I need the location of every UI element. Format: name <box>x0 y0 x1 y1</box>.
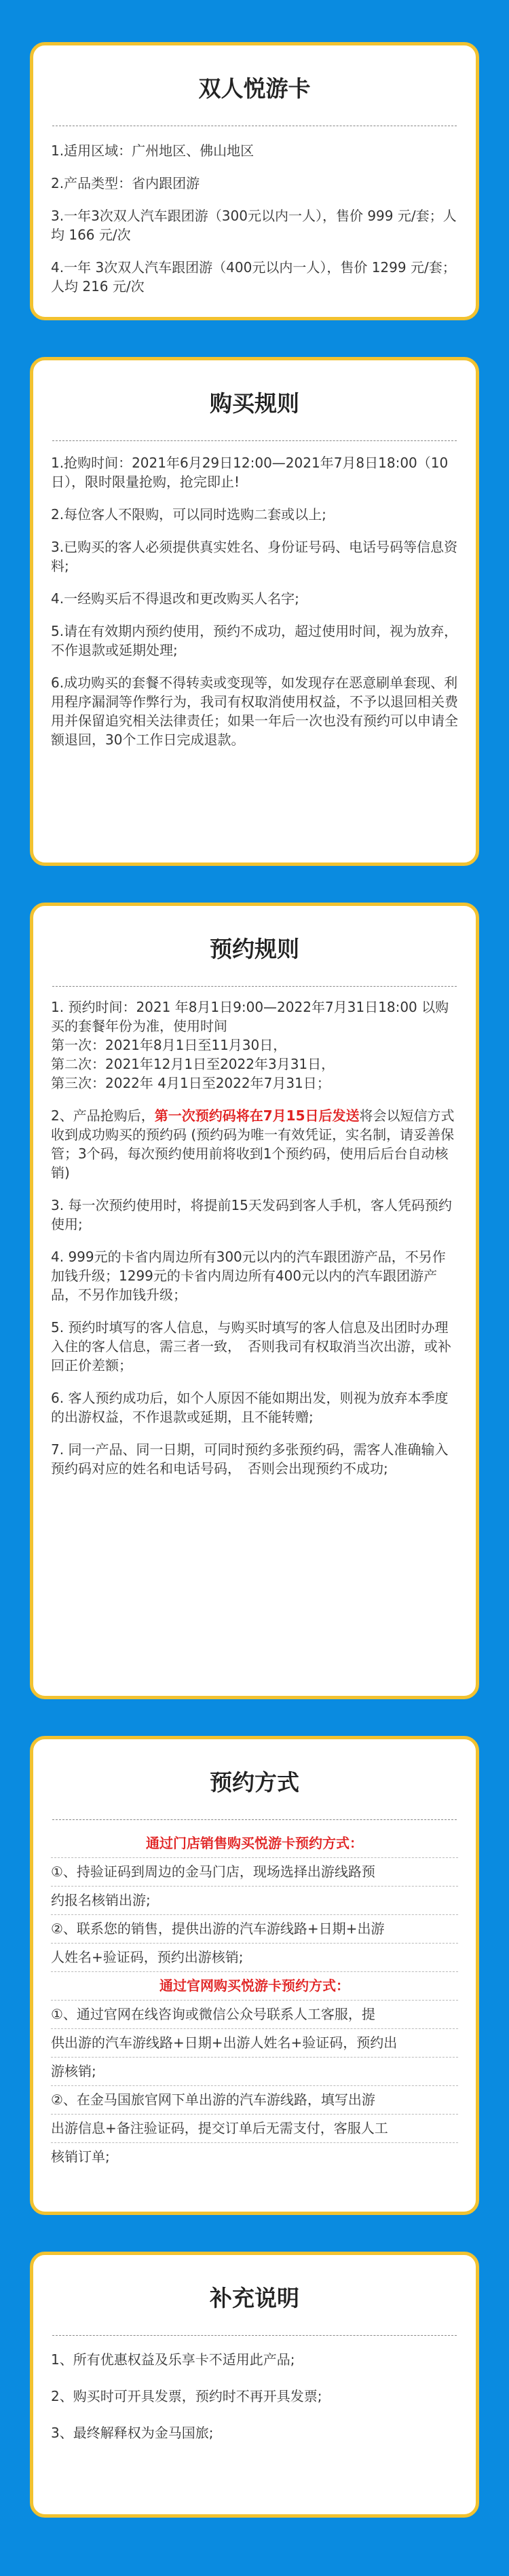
booking-time-block <box>51 998 458 1093</box>
rule-item: 6.成功购买的套餐不得转卖或变现等，如发现存在恶意刷单套现、利用程序漏洞等作弊行为，我司有权取消使用权益，不予以退回相关费用并保留追究相关法律责任；如果一年后一次也没有预约可以申请全额退回，30个工作日完成退款。 <box>51 675 458 748</box>
online-method-heading: 通过官网购买悦游卡预约方式： <box>51 1972 458 2001</box>
rule-item: 3.已购买的客人必须提供真实姓名、身份证号码、电话号码等信息资料; <box>51 539 458 574</box>
note-line: 3、最终解释权为金马国旅; <box>51 2425 214 2441</box>
method-line: ①、持验证码到周边的金马门店，现场选择出游线路预 <box>51 1858 458 1887</box>
booking-time-line: 第一次：2021年8月1日至11月30日， <box>51 1037 287 1053</box>
rule-item: 2.每位客人不限购，可以同时选购二套或以上; <box>51 506 326 523</box>
method-line: 出游信息+备注验证码，提交订单后无需支付，客服人工 <box>51 2115 458 2143</box>
rule-item: 5.请在有效期内预约使用，预约不成功，超过使用时间，视为放弃，不作退款或延期处理; <box>51 623 458 658</box>
method-line: ①、通过官网在线咨询或微信公众号联系人工客服，提 <box>51 2001 458 2029</box>
card-purchase-rules <box>30 357 479 866</box>
info-item: 1.适用区域：广州地区、佛山地区 <box>51 143 254 159</box>
rule-item: 4.一经购买后不得退改和更改购买人名字; <box>51 590 299 607</box>
card-title: 预约方式 <box>210 1769 299 1796</box>
method-line: 核销订单; <box>51 2148 110 2165</box>
method-line: 游核销; <box>51 2058 458 2086</box>
card-booking-methods <box>30 1736 479 2215</box>
note-line: 1、所有优惠权益及乐享卡不适用此产品; <box>51 2351 295 2368</box>
notice-text: 将会以短信方式收到成功购买的预约码 (预约码为唯一有效凭证，实名制，请妥善保管；3个码，每次预约使用前将收到1个预约码，使用后后台自动核销) <box>51 1107 455 1181</box>
card-product-info <box>30 42 479 320</box>
store-method-heading: 通过门店销售购买悦游卡预约方式： <box>51 1830 458 1858</box>
card-title: 双人悦游卡 <box>198 75 311 102</box>
notice-text: 2、产品抢购后， <box>51 1107 155 1124</box>
card-booking-rules <box>30 903 479 1699</box>
note-line: 2、购买时可开具发票，预约时不再开具发票; <box>51 2388 322 2404</box>
card-title: 购买规则 <box>210 390 299 417</box>
highlight-text: 第一次预约码将在7月15日后发送 <box>154 1107 360 1124</box>
card-title: 补充说明 <box>210 2285 299 2311</box>
info-item: 3.一年3次双人汽车跟团游（300元以内一人），售价 999 元/套；人均 166 元/次 <box>51 208 457 243</box>
info-item: 4.一年 3次双人汽车跟团游（400元以内一人），售价 1299 元/套；人均 216 元/次 <box>51 259 456 295</box>
booking-item: 5. 预约时填写的客人信息，与购买时填写的客人信息及出团时办理入住的客人信息，需三者一致， 否则我司有权取消当次出游，或补回正价差额； <box>51 1319 451 1374</box>
booking-time-line: 第三次：2022年 4月1日至2022年7月31日； <box>51 1075 331 1091</box>
method-line: ②、联系您的销售，提供出游的汽车游线路+日期+出游 <box>51 1915 458 1944</box>
booking-time-line: 第二次：2021年12月1日至2022年3月31日， <box>51 1056 335 1072</box>
method-line: 约报名核销出游; <box>51 1887 458 1915</box>
booking-item: 6. 客人预约成功后，如个人原因不能如期出发，则视为放弃本季度的出游权益，不作退款或延期，且不能转赠; <box>51 1390 449 1425</box>
method-line: 供出游的汽车游线路+日期+出游人姓名+验证码，预约出 <box>51 2029 458 2058</box>
method-line: 人姓名+验证码，预约出游核销; <box>51 1944 458 1972</box>
card-title: 预约规则 <box>210 936 299 962</box>
rule-item: 1.抢购时间：2021年6月29日12:00—2021年7月8日18:00（10日），限时限量抢购，抢完即止! <box>51 455 449 490</box>
booking-item: 4. 999元的卡省内周边所有300元以内的汽车跟团游产品，不另作加钱升级；1299元的卡省内周边所有400元以内的汽车跟团游产品，不另作加钱升级； <box>51 1249 446 1303</box>
booking-item: 3. 每一次预约使用时，将提前15天发码到客人手机，客人凭码预约使用; <box>51 1197 452 1232</box>
booking-item: 7. 同一产品、同一日期，可同时预约多张预约码，需客人准确输入预约码对应的姓名和电话号码， 否则会出现预约不成功; <box>51 1441 449 1477</box>
booking-time-line: 1. 预约时间：2021 年8月1日9:00—2022年7月31日18:00 以购买的套餐年份为准，使用时间 <box>51 999 449 1034</box>
booking-code-notice <box>51 1106 458 1182</box>
card-supplementary <box>30 2252 479 2518</box>
info-item: 2.产品类型：省内跟团游 <box>51 175 200 191</box>
method-line: ②、在金马国旅官网下单出游的汽车游线路，填写出游 <box>51 2086 458 2115</box>
